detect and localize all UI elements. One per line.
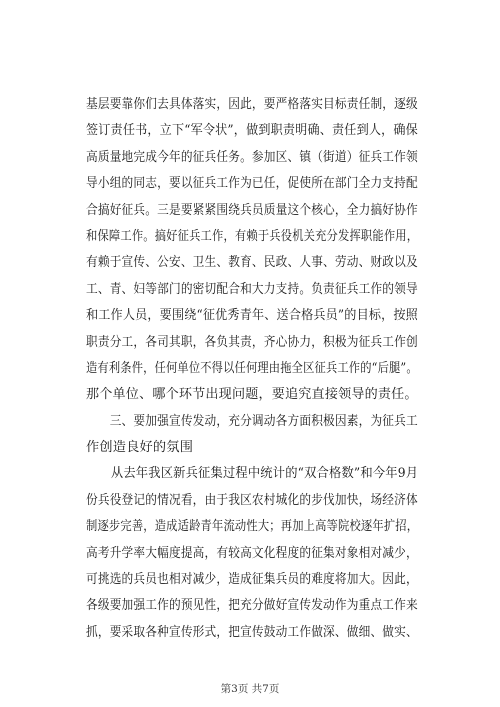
text-line: 高考升学率大幅度提高，有较高文化程度的征集对象相对减少，	[86, 545, 418, 561]
text-line: 工、青、妇等部门的密切配合和大力支持。负责征兵工作的领导	[86, 281, 418, 297]
text-line: 份兵役登记的情况看，由于我区农村城化的步伐加快，场经济体	[86, 492, 418, 508]
text-line: 可挑选的兵员也相对减少，造成征集兵员的难度将加大。因此，	[86, 572, 418, 588]
text-line: 高质量地完成今年的征兵任务。参加区、镇（街道）征兵工作领	[86, 149, 418, 165]
text-line: 基层要靠你们去具体落实，因此，要严格落实目标责任制，逐级	[86, 97, 418, 112]
text-line: 作创造良好的氛围	[86, 440, 194, 456]
text-line: 有赖于宣传、公安、卫生、教育、民政、人事、劳动、财政以及	[86, 255, 418, 271]
document-body	[86, 92, 418, 646]
page-footer: 第3页 共7页	[220, 683, 280, 695]
text-line: 三、要加强宣传发动，充分调动各方面积极因素，为征兵工	[86, 413, 418, 429]
text-line: 和保障工作。搞好征兵工作，有赖于兵役机关充分发挥职能作用，	[86, 228, 419, 244]
text-line: 各级要加强工作的预见性，把充分做好宣传发动作为重点工作来	[86, 598, 418, 614]
text-line: 和工作人员，要围绕“征优秀青年、送合格兵员”的目标，按照	[86, 308, 418, 324]
text-line: 签订责任书，立下“军令状”，做到职责明确、责任到人，确保	[86, 123, 418, 139]
text-line: 那个单位、哪个环节出现问题，要追究直接领导的责任。	[86, 387, 418, 403]
text-line: 从去年我区新兵征集过程中统计的“双合格数”和今年9月	[86, 466, 419, 482]
text-line: 导小组的同志，要以征兵工作为已任，促使所在部门全力支持配	[86, 176, 418, 192]
text-line: 制逐步完善，造成适龄青年流动性大；再加上高等院校逐年扩招，	[86, 519, 419, 535]
text-line: 合搞好征兵。三是要紧紧围绕兵员质量这个核心，全力搞好协作	[86, 202, 418, 218]
text-line: 造有利条件，任何单位不得以任何理由拖全区征兵工作的“后腿”。	[86, 360, 418, 376]
text-line: 抓，要采取各种宣传形式，把宣传鼓动工作做深、做细、做实、	[86, 624, 418, 640]
text-line: 职责分工，各司其职，各负其责，齐心协力，积极为征兵工作创	[86, 334, 418, 350]
